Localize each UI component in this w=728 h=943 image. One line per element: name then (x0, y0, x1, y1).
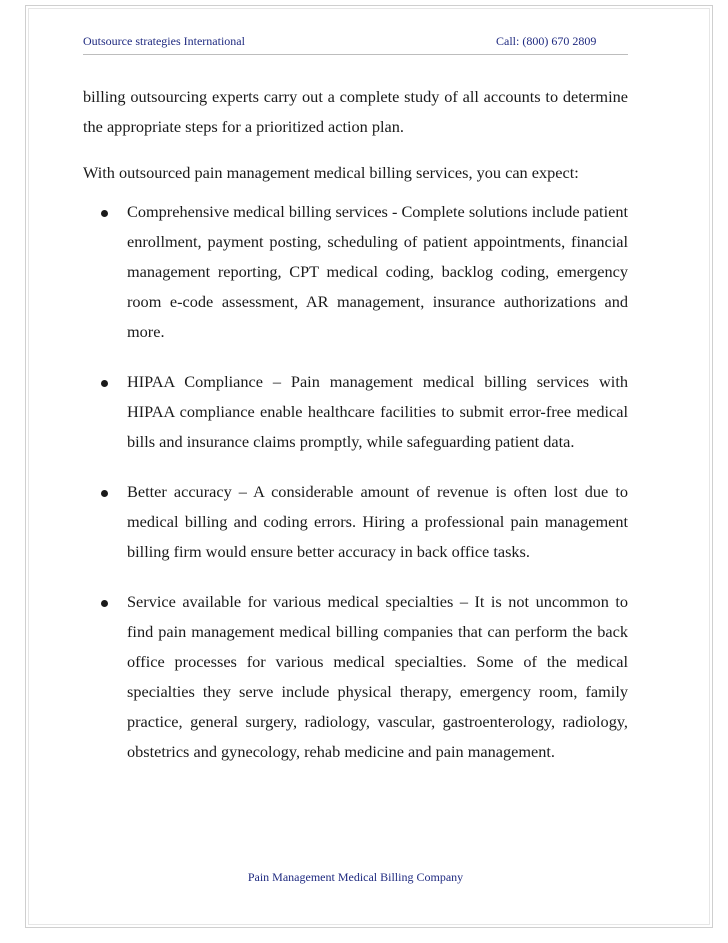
header-company-name: Outsource strategies International (83, 34, 245, 48)
list-item (83, 587, 628, 767)
paragraph-intro: With outsourced pain management medical billing services, you can expect: (83, 163, 579, 182)
bullet-icon (101, 600, 108, 607)
list-item-text: Comprehensive medical billing services - Complete solutions include patient enrollment, payment posting, scheduling of patient appointments, financial management reporting, CPT medical coding, backlog coding, emergency room e-code assessment, AR management, insurance authorizations and more. (127, 202, 628, 341)
bullet-icon (101, 210, 108, 217)
header-phone: Call: (800) 670 2809 (496, 34, 597, 48)
list-item-text: Better accuracy – A considerable amount of revenue is often lost due to medical billing and coding errors. Hiring a professional pain management billing firm would ensure better accuracy in back office tasks. (127, 482, 628, 561)
document-body (83, 82, 628, 787)
page-footer: Pain Management Medical Billing Company (247, 870, 464, 884)
list-item (83, 197, 628, 347)
benefits-list (83, 197, 628, 767)
header-divider (83, 54, 628, 55)
list-item-text: Service available for various medical specialties – It is not uncommon to find pain management medical billing companies that can perform the back office processes for various medical specialties. Some of the medical specialties they serve include physical therapy, emergency room, family practice, general surgery, radiology, vascular, gastroenterology, radiology, obstetrics and gynecology, rehab medicine and pain management. (127, 592, 628, 761)
page-header (83, 34, 628, 50)
paragraph-billing-study: billing outsourcing experts carry out a complete study of all accounts to determine the appropriate steps for a prioritized action plan. (83, 87, 628, 136)
bullet-icon (101, 490, 108, 497)
list-item (83, 477, 628, 567)
bullet-icon (101, 380, 108, 387)
list-item-text: HIPAA Compliance – Pain management medical billing services with HIPAA compliance enable healthcare facilities to submit error-free medical bills and insurance claims promptly, while safeguarding patient data. (127, 372, 628, 451)
list-item (83, 367, 628, 457)
